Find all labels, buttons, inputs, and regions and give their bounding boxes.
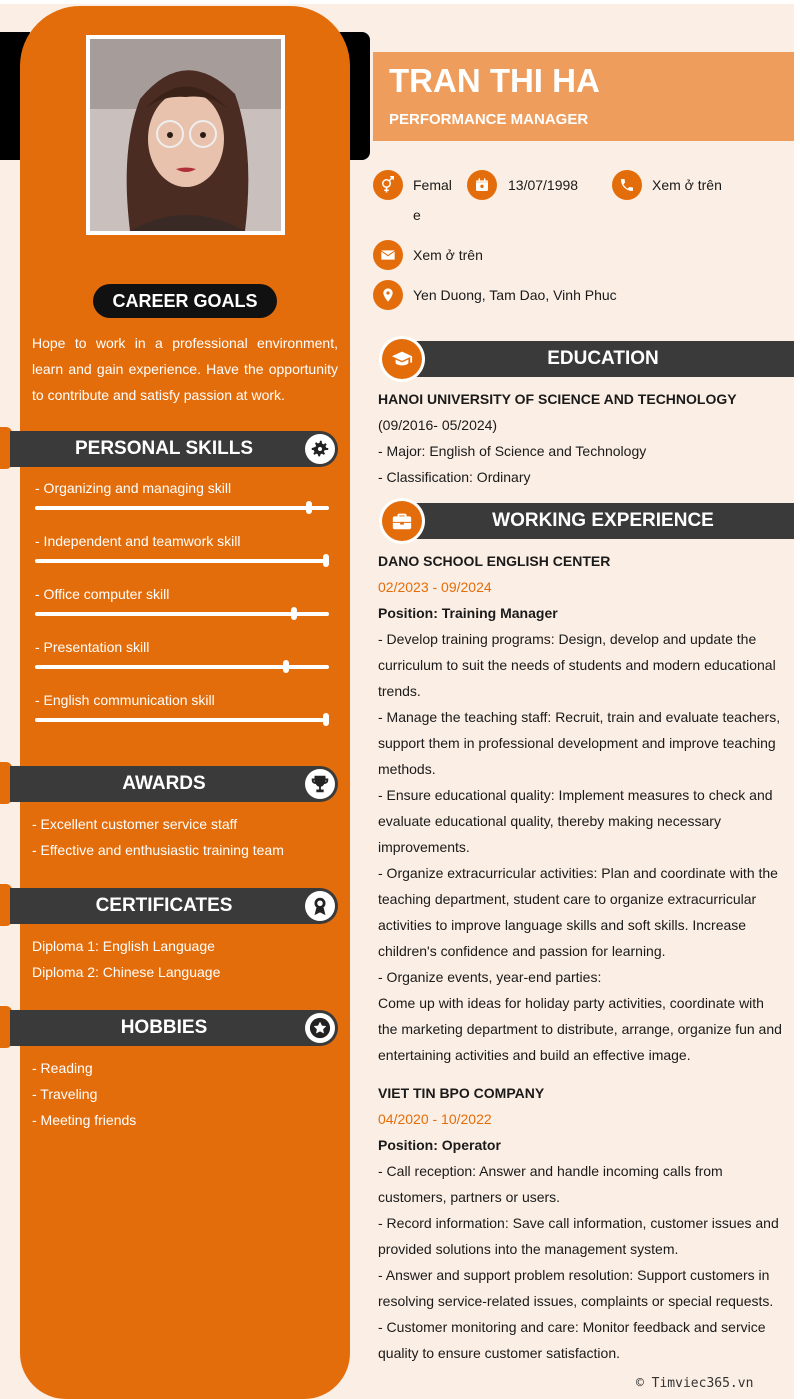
job-2 [378,1080,782,1366]
company-name: DANO SCHOOL ENGLISH CENTER [378,553,611,569]
email-text: Xem ở trên [413,247,483,263]
job-position: Position: Training Manager [378,605,558,621]
skill-bar [35,506,329,510]
job-line: - Customer monitoring and care: Monitor feedback and service quality to ensure customer satisfaction. [378,1319,766,1361]
calendar-icon [467,170,497,200]
awards-heading: AWARDS [122,773,206,794]
briefcase-icon [391,510,413,532]
list-item: - Traveling [32,1086,98,1102]
job-line: - Call reception: Answer and handle incoming calls from customers, partners or users. [378,1163,723,1205]
hobbies-band [10,1010,338,1046]
experience-badge [379,498,425,544]
job-line: - Answer and support problem resolution: Support customers in resolving service-related issues, complaints or special requests. [378,1267,774,1309]
job-period: 02/2023 - 09/2024 [378,579,492,595]
list-item: Diploma 1: English Language [32,938,215,954]
career-goals-heading: CAREER GOALS [93,284,277,318]
certificates-heading: CERTIFICATES [95,895,233,916]
list-item: - Meeting friends [32,1112,137,1128]
job-line: Come up with ideas for holiday party activities, coordinate with the marketing department to distribute, arrange, organize fun and entertaining activities and build an effective image. [378,995,782,1063]
skill-label: - Independent and teamwork skill [35,533,241,549]
skills-band [10,431,338,467]
education-period: (09/2016- 05/2024) [378,417,498,433]
skill-row [35,639,331,659]
skill-row [35,692,331,712]
job-line: - Ensure educational quality: Implement measures to check and evaluate educational quality, thereby making necessary improvements. [378,787,773,855]
education-classification: - Classification: Ordinary [378,469,531,485]
skill-bar [35,718,329,722]
education-heading: EDUCATION [547,348,659,369]
profile-photo [86,35,285,235]
job-line: - Organize events, year-end parties: [378,969,602,985]
skill-row [35,533,331,553]
certificates-list [32,933,220,985]
location-icon [373,280,403,310]
skill-level-marker [306,501,312,514]
education-badge [379,336,425,382]
experience-band [400,503,794,539]
skills-heading: PERSONAL SKILLS [74,438,254,459]
email-icon [373,240,403,270]
gear-icon [305,434,335,464]
job-period: 04/2020 - 10/2022 [378,1111,492,1127]
name-block [373,52,794,141]
certificates-band [10,888,338,924]
job-title: PERFORMANCE MANAGER [389,111,589,128]
skill-row [35,586,331,606]
skill-bar [35,559,329,563]
career-goals-text: Hope to work in a professional environment, learn and gain experience. Have the opportunity to contribute and satisfy passion at work. [32,335,338,403]
medal-icon [305,891,335,921]
gender-text-wrap: e [413,207,421,223]
awards-band [10,766,338,802]
trophy-icon [305,769,335,799]
skill-level-marker [323,713,329,726]
job-line: - Develop training programs: Design, develop and update the curriculum to suit the needs of students and modern educational trends. [378,631,776,699]
skill-bar [35,612,329,616]
awards-list [32,811,284,863]
job-position: Position: Operator [378,1137,501,1153]
birthday-text: 13/07/1998 [508,177,579,193]
skill-label: - Presentation skill [35,639,150,655]
phone-icon [612,170,642,200]
skill-row [35,480,331,500]
list-item: - Effective and enthusiastic training team [32,842,284,858]
gender-text: Femal [413,177,452,193]
job-line: - Record information: Save call information, customer issues and provided solutions into the management system. [378,1215,779,1257]
skill-label: - Office computer skill [35,586,170,602]
hobbies-list [32,1055,136,1133]
job-line: - Organize extracurricular activities: Plan and coordinate with the teaching department, student care to organize extracurricular activities to improve language skills and soft skills. Increase children's confidence and passion for learning. [378,865,778,959]
hobbies-heading: HOBBIES [120,1017,208,1038]
school-name: HANOI UNIVERSITY OF SCIENCE AND TECHNOLOGY [378,391,737,407]
experience-heading: WORKING EXPERIENCE [492,510,714,531]
list-item: Diploma 2: Chinese Language [32,964,221,980]
star-icon [305,1013,335,1043]
job-line: - Manage the teaching staff: Recruit, train and evaluate teachers, support them in professional development and improve teaching methods. [378,709,781,777]
full-name: TRAN THI HA [389,62,600,99]
address-text: Yen Duong, Tam Dao, Vinh Phuc [413,287,617,303]
education-band [400,341,794,377]
skill-level-marker [323,554,329,567]
skill-level-marker [283,660,289,673]
education-major: - Major: English of Science and Technology [378,443,647,459]
phone-text: Xem ở trên [652,177,722,193]
skill-label: - Organizing and managing skill [35,480,232,496]
job-1 [378,548,782,1068]
list-item: - Excellent customer service staff [32,816,238,832]
graduation-cap-icon [391,348,413,370]
list-item: - Reading [32,1060,93,1076]
company-name: VIET TIN BPO COMPANY [378,1085,545,1101]
education-content [378,386,782,490]
skill-level-marker [291,607,297,620]
gender-icon [373,170,403,200]
skill-label: - English communication skill [35,692,215,708]
footer-watermark: © Timviec365.vn [636,1376,754,1391]
